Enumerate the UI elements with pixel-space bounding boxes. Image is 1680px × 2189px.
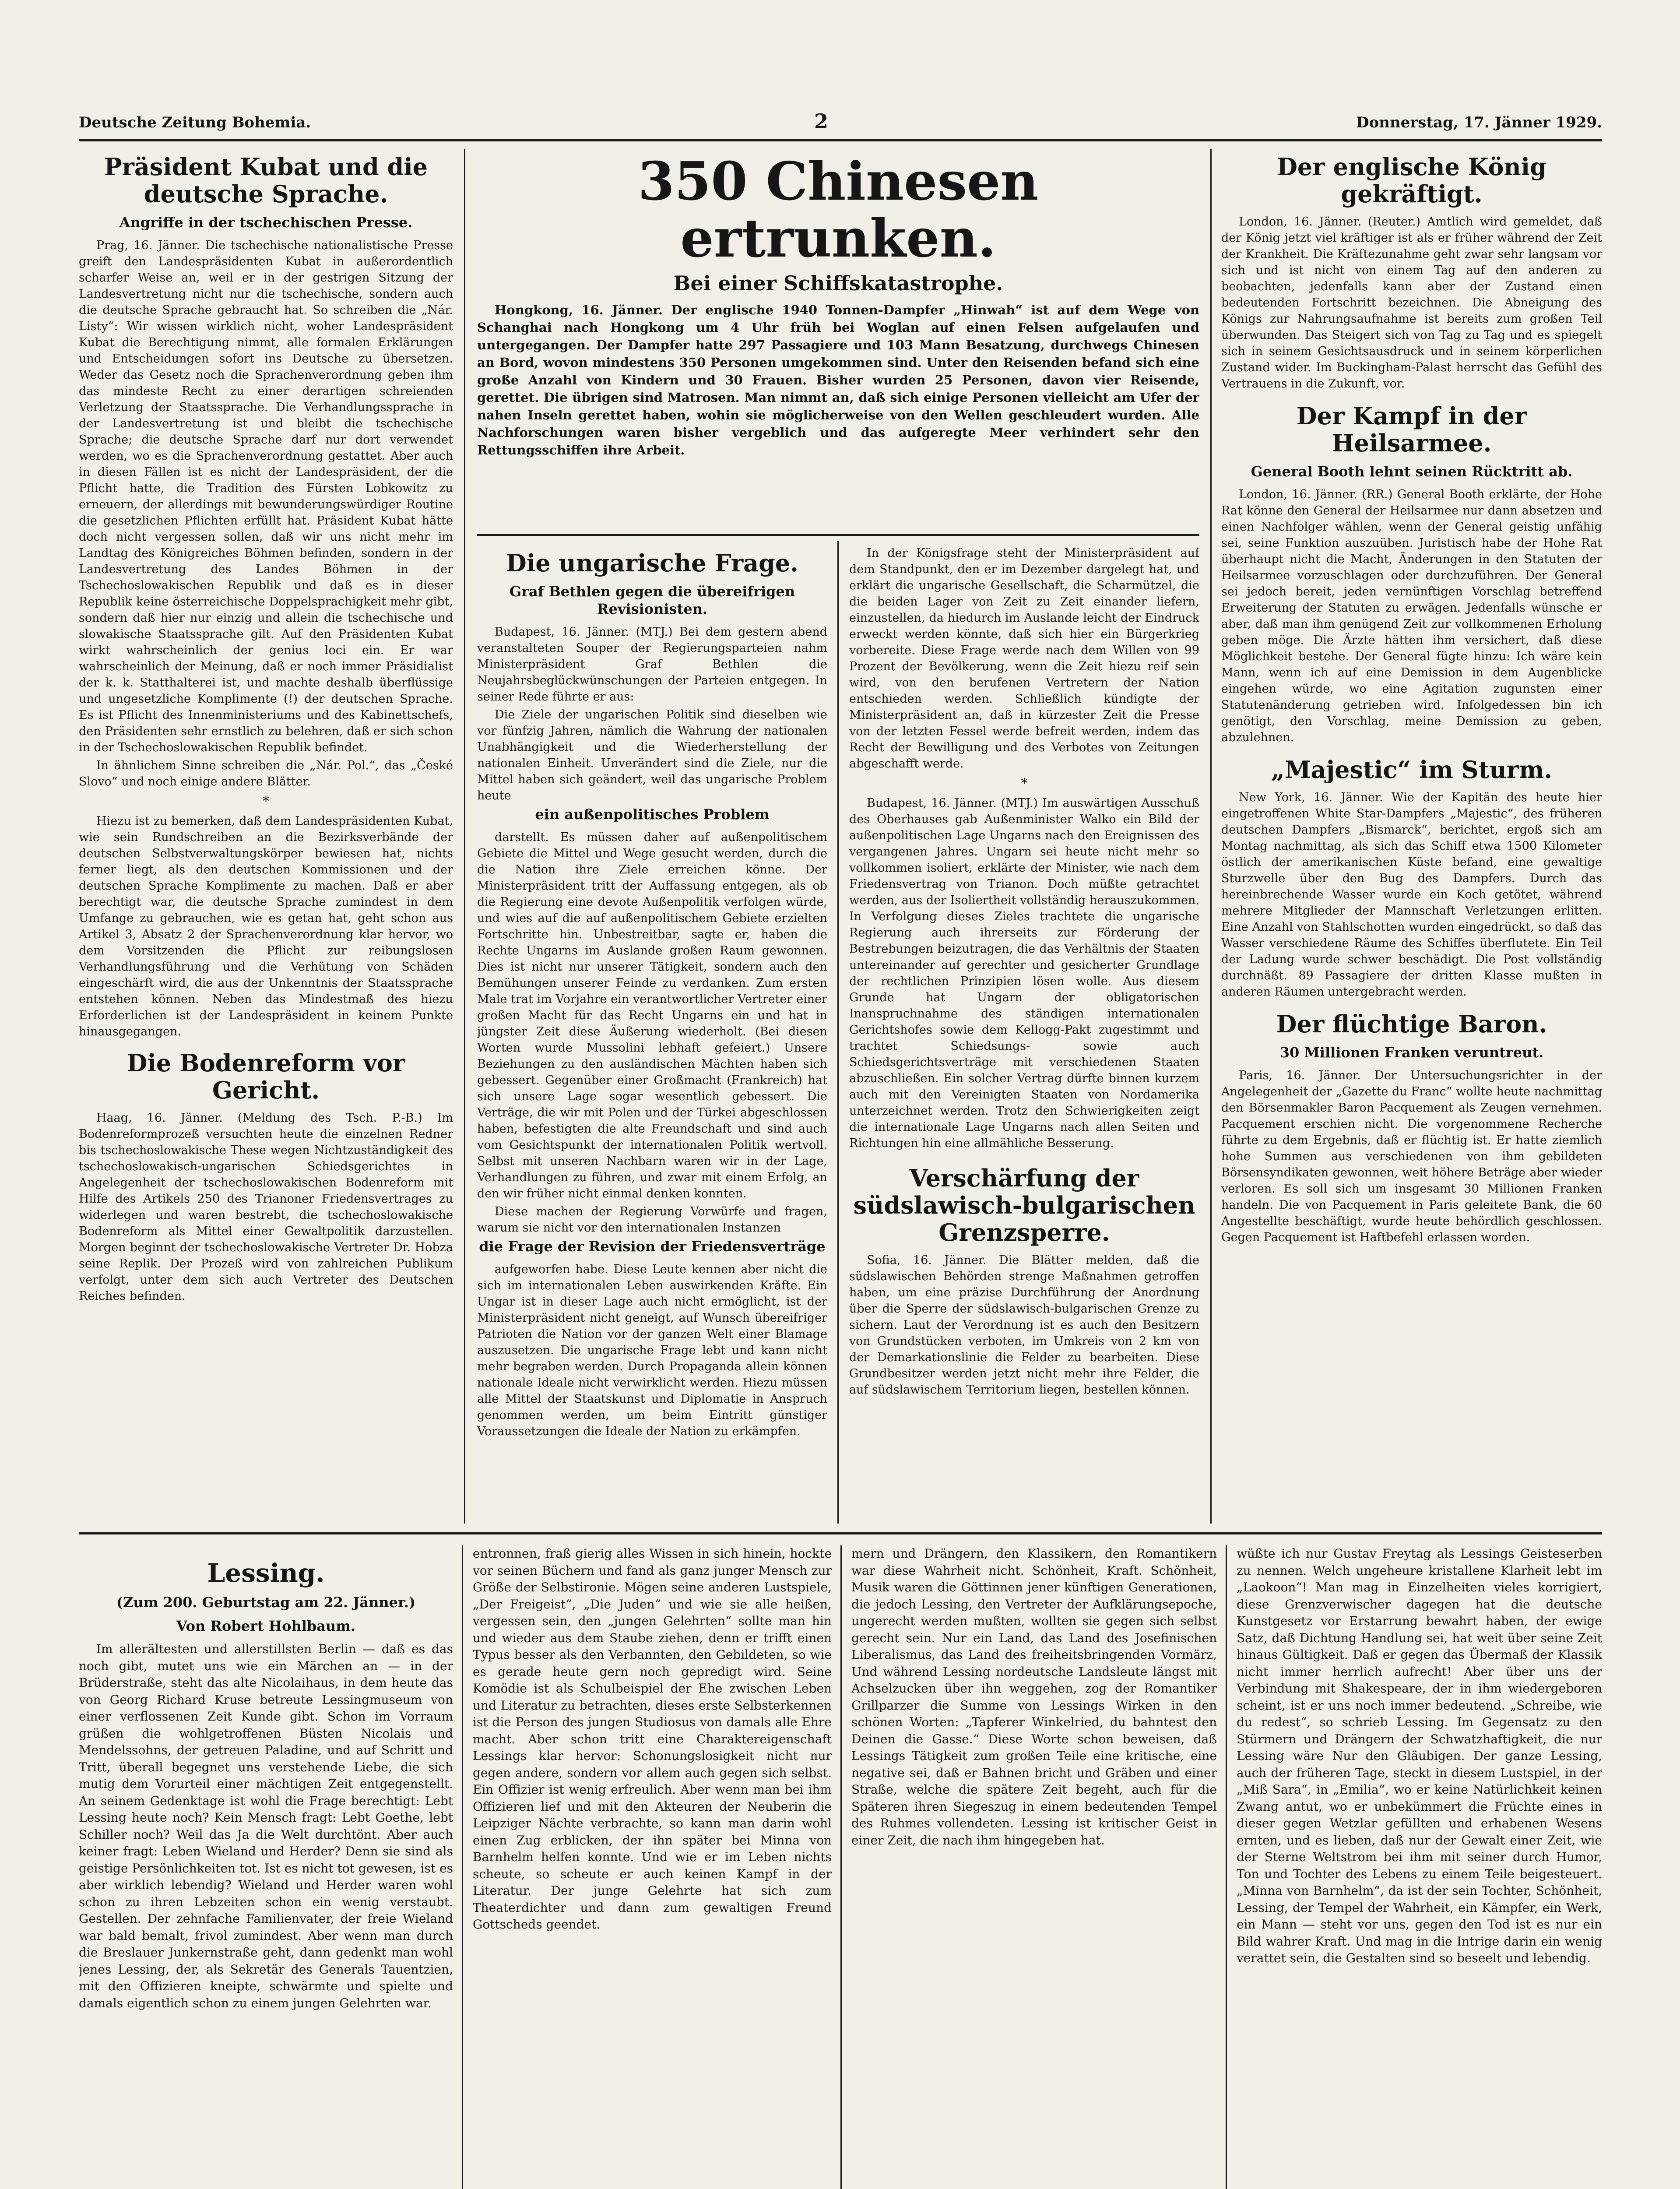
page-header [79, 109, 1602, 136]
majestic-paragraph: New York, 16. Jänner. Wie der Kapitän des heute hier eingetroffenen White Star-Dampfers „Majestic“, des früheren deutschen Dampfers „Bismarck“, berichtet, ergoß sich am Montag nachmittag, als sich das Schiff etwa 1500 Kilometer östlich der amerikanischen Küste befand, eine gewaltige Sturzwelle über den Bug des Dampfers. Durch das hereinbrechende Wasser wurde ein Koch getötet, während mehrere Mitglieder der Mannschaft Verletzungen erlitten. Eine Anzahl von Stahlschotten wurden eingedrückt, so daß das Wasser verschiedene Räume des Schiffes überflutete. Ein Teil der Ladung wurde schwer beschädigt. Die Post vollständig durchnäßt. 89 Passagiere der dritten Klasse mußten in anderen Räumen untergebracht werden. [1221, 791, 1602, 999]
grenze-paragraph: Sofia, 16. Jänner. Die Blätter melden, daß die südslawischen Behörden strenge Maßnahmen getroffen haben, um eine präzise Durchführung der Anordnung über die Sperre der südslawisch-bulgarischen Grenze zu sichern. Laut der Verordnung ist es auch den Besitzern von Grundstücken verboten, im Umkreis von 2 km von der Demarkationslinie die Felder zu bearbeiten. Diese Grundbesitzer werden jetzt nicht mehr ihre Felder, die auf südslawischem Territorium liegen, bestellen können. [849, 1253, 1199, 1397]
kubat-paragraph: In ähnlichem Sinne schreiben die „Nár. Pol.“, das „České Slovo“ und noch einige andere Blätter. [79, 759, 453, 788]
kubat-subheadline: Angriffe in der tschechischen Presse. [119, 214, 413, 231]
chinesen-paragraph: Hongkong, 16. Jänner. Der englische 1940 Tonnen-Dampfer „Hinwah“ ist auf dem Wege von Schanghai nach Hongkong um 4 Uhr früh bei Woglan auf einen Felsen aufgelaufen und untergegangen. Der Dampfer hatte 297 Passagiere und 103 Mann Besatzung, durchwegs Chinesen an Bord, wovon mindestens 350 Personen umgekommen sind. Unter den Reisenden befand sich eine große Anzahl von Kindern und 30 Frauen. Bisher wurden 25 Personen, davon vier Reisende, gerettet. Die übrigen sind Matrosen. Man nimmt an, daß sich einige Personen vielleicht am Ufer der nahen Inseln gerettet haben, wohin sie möglicherweise von den Wellen geschleudert wurden. Alle Nachforschungen waren bisher vergeblich und das aufgeregte Meer verhindert sehr den Rettungsschiffen ihre Arbeit. [477, 303, 1199, 458]
section-rule [477, 534, 1199, 536]
chinesen-article [477, 149, 1199, 525]
column-rule [1210, 149, 1212, 1524]
baron-subheadline: 30 Millionen Franken veruntreut. [1279, 1044, 1544, 1061]
kubat-headline: Präsident Kubat und die deutsche Sprache. [104, 153, 428, 208]
ungarn-column [477, 545, 827, 1524]
kubat-paragraph: Prag, 16. Jänner. Die tschechische nationalistische Presse greift den Landespräsidenten Kubat in außerordentlich scharfer Weise an, weil er in der gestrigen Sitzung der Landesvertretung nicht nur die tschechische, sondern auch die deutsche Sprache gebraucht hat. So schreiben die „Nár. Listy“: Wir wissen wirklich nicht, woher Landespräsident Kubat die Berechtigung nimmt, alle formalen Erklärungen und Entscheidungen sofort ins Deutsche zu übersetzen. Weder das Gesetz noch die Sprachenverordnung geben ihm das mindeste Recht zu einer derartigen schreienden Verletzung der Staatssprache. Die Verhandlungssprache in der Landesvertretung ist und bleibt die tschechische Sprache; die deutsche Sprache darf nur dort verwendet werden, wo es die Sprachenverordnung gestattet. Aber auch in diesen Fällen ist es nicht der Landespräsident, der die Pflicht hatte, die Tradition des Fürsten Lobkowitz zu erneuern, der allerdings mit bewunderungswürdiger Routine die gesetzlichen Pflichten erfüllt hat. Präsident Kubat hätte doch nicht vergessen sollen, daß wir uns nicht mehr im Landtag des Königreiches Böhmen befinden, sondern in der Landesvertretung des Landes Böhmen in der Tschechoslowakischen Republik und daß es in dieser Republik keine österreichische Doppelsprachigkeit mehr gibt, sondern daß hier nur einzig und allein die tschechische und slowakische Staatssprache gilt. Auf den Präsidenten Kubat wirkt wahrscheinlich der genius loci ein. Er war wahrscheinlich der Meinung, daß er noch immer Präsidialist der k. k. Statthalterei ist, und machte deshalb überflüssige und ungesetzliche Komplimente (!) der deutschen Sprache. Es ist Pflicht des Innenministeriums und des Kabinettschefs, den Präsidenten sehr ernstlich zu belehren, daß er sich schon in der Tschechoslowakischen Republik befindet. [79, 239, 453, 754]
ungarn-paragraph: In der Königsfrage steht der Ministerpräsident auf dem Standpunkt, den er im Dezember dargelegt hat, und erklärt die ungarische Gesellschaft, die Scharmützel, die die beiden Lager von Zeit zu Zeit einander liefern, einzustellen, da hiedurch im Auslande leicht der Eindruck erweckt werden könnte, daß sich hier ein Bürgerkrieg vorbereite. Diese Frage werde nach dem Willen von 99 Prozent der Bevölkerung, wenn die Zeit hiezu reif sein wird, von den berufenen Vertretern der Nation entschieden werden. Schließlich kündigte der Ministerpräsident an, daß in kürzester Zeit die Presse von der letzten Fessel werde befreit werden, indem das Recht der Bewilligung und des Verbotes von Zeitungen abgeschafft werde. [849, 546, 1199, 771]
lessing-paragraph: Im allerältesten und allerstillsten Berlin — daß es das noch gibt, mutet uns wie ein Märchen an — in der Brüderstraße, steht das alte Nicolaihaus, in dem heute das von Georg Richard Kruse betreute Lessingmuseum von einer verflossenen Zeit Kunde gibt. Schon im Vorraum grüßen die wohlgetroffenen Büsten Nicolais und Mendelssohns, der getreuen Paladine, und auf Schritt und Tritt, überall begegnet uns verstehende Liebe, die sich mutig dem Vorurteil einer mächtigen Zeit entgegenstellt. An seinem Gedenktage ist wohl die Frage berechtigt: Lebt Lessing heute noch? Kein Mensch fragt: Lebt Goethe, lebt Schiller noch? Weil das Ja die Welt durchtönt. Aber auch keiner fragt: Leben Wieland und Herder? Denn sie sind als geistige Persönlichkeiten tot. Ist es nicht tot gewesen, ist es aber wirklich lebendig? Wieland und Herder waren wohl schon zu ihren Lebzeiten schon ein wenig verstaubt. Gestellen. Der zehnfache Familienvater, der freie Wieland war bald bemalt, frivol zumindest. Aber wenn man durch die Breslauer Junkernstraße geht, dann gedenkt man wohl jenes Lessing, der, als Sekretär des Generals Tauentzien, mit den Offizieren kneipte, schwärmte und spielte und damals eigentlich schon zu einem jungen Gelehrten war. [79, 1642, 453, 2010]
baron-paragraph: Paris, 16. Jänner. Der Untersuchungsrichter in der Angelegenheit der „Gazette du Franc“ wollte heute nachmittag den Börsenmakler Baron Pacquement als Zeugen vernehmen. Pacquement erschien nicht. Die vorgenommene Recherche führte zu dem Ergebnis, daß er flüchtig ist. Er hatte ziemlich hohe Summen aus verschiedenen von ihm gebildeten Börsensyndikaten gewonnen, weit höhere Beträge aber wieder verloren. Es soll sich um insgesamt 30 Millionen Franken handeln. Die von Pacquement in Paris geleitete Bank, die 60 Angestellte beschäftigt, wurde heute behördlich geschlossen. Gegen Pacquement ist Haftbefehl erlassen worden. [1221, 1069, 1602, 1244]
ungarn-continued-column [849, 545, 1199, 1524]
lessing-column-1 [79, 1545, 453, 2189]
bodenreform-headline: Die Bodenreform vor Gericht. [127, 1049, 405, 1104]
baron-headline: Der flüchtige Baron. [1276, 1010, 1547, 1038]
lessing-column-2 [473, 1545, 832, 2189]
ungarn-paragraph: Diese machen der Regierung Vorwürfe und fragen, warum sie nicht vor den internationalen Instanzen [477, 1205, 827, 1235]
header-rule [79, 139, 1602, 141]
ungarn-paragraph: Die Ziele der ungarischen Politik sind dieselben wie vor fünfzig Jahren, nämlich die Wahrung der nationalen Unabhängigkeit und die Wiederherstellung der nationalen Einheit. Unverändert sind die Ziele, nur die Mittel haben sich geändert, weil das ungarische Problem heute [477, 708, 827, 802]
koenig-headline: Der englische König gekräftigt. [1277, 153, 1546, 208]
column-rule [840, 1545, 842, 2189]
ungarn-subheading: die Frage der Revision der Friedensverträge [479, 1238, 826, 1255]
separator-star: * [1021, 776, 1028, 791]
lessing-paragraph: mern und Drängern, den Klassikern, den Romantikern war diese Wahrheit nicht. Schönheit, Kraft. Schönheit, Musik waren die Göttinnen jener künftigen Generationen, die jedoch Lessing, den Vertreter der Aufklärungsepoche, ungerecht werden mußten, wollten sie gegen sich selbst gerecht sein. Nur ein Land, das Land des Josefinischen Liberalismus, das Land des freiheitsbringenden Vormärz, Und während Lessing nordeutsche Landsleute längst mit Achselzucken über ihn weggehen, zog der Romantiker Grillparzer die Summe von Lessings Wirken in den schönen Worten: „Tapferer Winkelried, du bahntest den Deinen die Gasse.“ Diese Worte schon beweisen, daß Lessings Tätigkeit zum großen Teile eine kritische, eine negative sei, daß er Bahnen bricht und Gräben und einer Straße, welche die spätere Zeit begeht, auch für die Späteren ihren Siegeszug in einem bedeutenden Tempel des Ruhmes vollendeten. Lessing ist kritischer Geist in einer Zeit, die nach ihm hingegeben hat. [851, 1546, 1217, 1848]
ungarn-subheadline: Graf Bethlen gegen die übereifrigen Revisionisten. [509, 583, 795, 617]
column-rule [1226, 1545, 1227, 2189]
ungarn-paragraph: Budapest, 16. Jänner. (MTJ.) Im auswärtigen Ausschuß des Oberhauses gab Außenminister Walko ein Bild der außenpolitischen Lage Ungarns nach den Ereignissen des vergangenen Jahres. Ungarn sei heute nicht mehr so vollkommen isoliert, erklärte der Minister, wie nach dem Friedensvertrag von Trianon. Doch müßte getrachtet werden, aus der Isoliertheit vollständig herauszukommen. In Verfolgung dieses Zieles trachtete die ungarische Regierung auch ihrerseits zur Förderung der Bestrebungen beizutragen, die das Verhältnis der Staaten untereinander auf gerechter und gesicherter Grundlage der rechtlichen Prinzipien lösen wolle. Aus diesem Grunde hat Ungarn der obligatorischen Inanspruchnahme des ständigen internationalen Gerichtshofes sowie dem Kellogg-Pakt zugestimmt und trachtet Schiedsungs- sowie auch Schiedsgerichtsverträge mit verschiedenen Staaten abzuschließen. Ein solcher Vertrag dürfte binnen kurzem auch mit den Vereinigten Staaten von Nordamerika unterzeichnet werden. Trotz den Schwierigkeiten zeigt die internationale Lage Ungarns nach allen Seiten und Richtungen hin eine allmähliche Besserung. [849, 796, 1199, 1150]
heilsarmee-headline: Der Kampf in der Heilsarmee. [1296, 402, 1527, 457]
page-frame [79, 109, 1602, 2189]
column-4 [1221, 149, 1602, 1524]
issue-date: Donnerstag, 17. Jänner 1929. [1356, 114, 1602, 131]
lessing-headline: Lessing. [207, 1558, 325, 1588]
ungarn-paragraph: darstellt. Es müssen daher auf außenpolitischem Gebiete die Mittel und Wege gesucht werden, durch die die Nation ihre Ziele erreichen könne. Der Ministerpräsident tritt der Auffassung entgegen, als ob die Regierung eine devote Außenpolitik verfolgen würde, und wies auf die auf außenpolitischem Gebiete erzielten Fortschritte hin. Unbestreitbar, sagte er, haben die Rechte Ungarns im Auslande großen Raum gewonnen. Dies ist nicht nur unserer Tätigkeit, sondern auch den Bemühungen unserer Feinde zu verdanken. Zum ersten Male trat im Vorjahre ein verantwortlicher Vertreter einer großen Macht für das Recht Ungarns ein und hat in jüngster Zeit diese Äußerung wiederholt. (Bei diesen Worten wurde Mussolini lebhaft gefeiert.) Unsere Beziehungen zu den ausländischen Mächten haben sich gebessert. Gegenüber einer Großmacht (Frankreich) hat sich unsere Lage sogar wesentlich gebessert. Die Verträge, die wir mit Polen und der Türkei abgeschlossen haben, befestigten die alte Freundschaft und sind auch vom Gesichtspunkt der internationalen Politik wertvoll. Selbst mit unseren Nachbarn waren wir in der Lage, Verhandlungen zu führen, und zwar mit einem Erfolg, an den wir früher nicht einmal denken konnten. [477, 831, 827, 1200]
ungarn-subheading: ein außenpolitisches Problem [535, 806, 770, 823]
column-rule [464, 149, 465, 1524]
koenig-paragraph: London, 16. Jänner. (Reuter.) Amtlich wird gemeldet, daß der König jetzt viel kräftiger ist als er früher während der Zeit der Krankheit. Die Kräftezunahme geht zwar sehr langsam vor sich und ist nicht von einem Tag auf den anderen zu beobachten, jedenfalls kann aber der Zustand einen bedeutenden Fortschritt bezeichnen. Die Abneigung des Königs zur Nahrungsaufnahme ist bereits zum großen Teil überwunden. Das Steigert sich von Tag zu Tag und es spiegelt sich in seinem Gesichtsausdruck und in seinem körperlichen Zustand wider. Im Buckingham-Palast herrscht das Gefühl des Vertrauens in die Zukunft, vor. [1221, 215, 1602, 391]
ungarn-paragraph: aufgeworfen habe. Diese Leute kennen aber nicht die sich im internationalen Leben auswirkenden Kräfte. Ein Ungar ist in dieser Lage auch nicht ermöglicht, ist der Ministerpräsident nicht geneigt, auf Wunsch übereifriger Patrioten die Nation vor der ganzen Welt einer Blamage auszusetzen. Die ungarische Frage lebt und kann nicht mehr begraben werden. Durch Propaganda allein können nationale Ideale nicht verwirklicht werden. Hiezu müssen alle Mittel der Staatskunst und Diplomatie in Anspruch genommen werden, um beim Eintritt günstiger Voraussetzungen die Ideale der Nation zu erkämpfen. [477, 1263, 827, 1438]
feuilleton-rule [79, 1532, 1602, 1534]
majestic-headline: „Majestic“ im Sturm. [1271, 756, 1553, 784]
kubat-paragraph: Hiezu ist zu bemerken, daß dem Landespräsidenten Kubat, wie sein Rundschreiben an die Bezirksverbände der deutschen Selbstverwaltungskörper bewiesen hat, nichts ferner liegt, als den deutschen Kommissionen und der deutschen Sprache Komplimente zu machen. Daß er aber berechtigt war, die deutsche Sprache zumindest in dem Umfange zu gebrauchen, wie es getan hat, geht schon aus Artikel 3, Absatz 2 der Sprachenverordnung klar hervor, wo dem Vorsitzenden die Pflicht zur reibungslosen Verhandlungsführung und die Verhütung von Schäden eingeschärft wird, die aus der Unkenntnis der Staatssprache entstehen können. Neben das Mindestmaß des hiezu Erforderlichen ist der Landespräsident in keinem Punkte hinausgegangen. [79, 814, 453, 1038]
separator-star: * [263, 794, 269, 809]
heilsarmee-subheadline: General Booth lehnt seinen Rücktritt ab. [1251, 463, 1573, 480]
column-rule [462, 1545, 463, 2189]
lessing-paragraph: entronnen, fraß gierig alles Wissen in sich hinein, hockte vor seinen Büchern und fand als ganz junger Mensch zur Größe der Selbstironie. Mögen seine anderen Lustspiele, „Der Freigeist“, „Die Juden“ und wie sie alle heißen, vergessen sein, den „jungen Gelehrten“ sollte man hin und wieder aus dem Staube ziehen, denn er trifft einen Typus besser als den Verbannten, den Gebildeten, so wie es gerade heute gern noch gepredigt wird. Seine Komödie ist als Schulbeispiel der Ehe zwischen Leben und Literatur zu betrachten, dieses erste Selbsterkennen ist die Person des jungen Studiosus von damals alle Ehre macht. Aber schon tritt eine Charaktereigenschaft Lessings klar hervor: Schonungslosigkeit nicht nur gegen andere, sondern vor allem auch gegen sich selbst. Ein Offizier ist wenig erfreulich. Aber wenn man bei ihm Offizieren lief und mit den Akteuren der Neuberin die Leipziger Nächte verbrachte, so kann man darin wohl einen Zug erblicken, der ihn später bei Minna von Barnhelm helfen konnte. Und wie er im Leben nichts scheute, so scheute er auch keinen Kampf in der Literatur. Der junge Gelehrte hat sich zum Theaterdichter und dann zum gewaltigen Freund Gottscheds geendet. [473, 1546, 832, 1932]
heilsarmee-paragraph: London, 16. Jänner. (RR.) General Booth erklärte, der Hohe Rat könne den General der Heilsarmee nur dann absetzen und einen Nachfolger wählen, wenn der General geistig unfähig sei, seine Funktion auszuüben. Juristisch habe der Hohe Rat überhaupt nicht die Macht, Änderungen in den Statuten der Heilsarmee vorzuschlagen oder durchzuführen. Der General sei jedoch bereit, jeden vernünftigen Vorschlag betreffend Erweiterung der Statuten zu erwägen. Jedenfalls wünsche er aber, daß man ihm genügend Zeit zur vollkommenen Erholung geben möge. Die Ärzte hätten ihm versichert, daß diese Möglichkeit bestehe. Der General fügte hinzu: Ich wäre kein Mann, wenn ich auf eine Demission in dem Augenblicke eingehen würde, wo eine Agitation zugunsten einer Statutenänderung getrieben wird. Infolgedessen bin ich genötigt, den Vorschlag, meine Demission zu geben, abzulehnen. [1221, 488, 1602, 744]
column-rule [837, 541, 839, 1524]
masthead: Deutsche Zeitung Bohemia. [79, 114, 311, 131]
bodenreform-paragraph: Haag, 16. Jänner. (Meldung des Tsch. P.-B.) Im Bodenreformprozeß versuchten heute die einzelnen Redner bis tschechoslowakische These wegen Nichtzuständigkeit des tschechoslowakisch-ungarischen Schiedsgerichtes in Angelegenheit der tschechoslowakischen Bodenreform mit Hilfe des Artikels 250 des Trianoner Friedensvertrages zu widerlegen und waren bestrebt, die tschechoslowakische Bodenreform als Mittel einer Gewaltpolitik darzustellen. Morgen beginnt der tschechoslowakische Vertreter Dr. Hobza seine Replik. Der Prozeß wird von zahlreichen Publikum verfolgt, unter dem sich auch Vertreter des Deutschen Reiches befinden. [79, 1111, 453, 1303]
ungarn-headline: Die ungarische Frage. [506, 549, 799, 577]
grenze-headline: Verschärfung der südslawisch-bulgarischen Grenzsperre. [853, 1164, 1195, 1246]
lessing-subheadline: (Zum 200. Geburtstag am 22. Jänner.) [116, 1594, 416, 1611]
lessing-author: Von Robert Hohlbaum. [176, 1618, 356, 1634]
chinesen-subheadline: Bei einer Schiffskatastrophe. [673, 271, 1003, 295]
chinesen-headline: 350 Chinesen ertrunken. [638, 151, 1039, 269]
ungarn-paragraph: Budapest, 16. Jänner. (MTJ.) Bei dem gestern abend veranstalteten Souper der Regierungsparteien nahm Ministerpräsident Graf Bethlen die Neujahrsbeglückwünschungen der Parteien entgegen. In seiner Rede führte er aus: [477, 625, 827, 704]
column-1 [79, 149, 453, 1524]
lessing-paragraph: wüßte ich nur Gustav Freytag als Lessings Geisteserben zu nennen. Welch ungeheure kristallene Klarheit lebt im „Laokoon“! Man mag in Einzelheiten vieles korrigiert, diese Grenzverwischer dagegen hat die deutsche Kunstgesetz vor Erstarrung bewahrt haben, der ewige Satz, daß Dichtung Handlung sei, hat weit über seine Zeit hinaus Gültigkeit. Daß er gegen das Übermaß der Klassik nicht immer herrlich aufrecht! Aber über uns der Verbindung mit Shakespeare, der in ihm wiedergeboren scheint, ist er uns noch immer bedeutend. „Schreibe, wie du redest“, so schrieb Lessing. Im Gegensatz zu den Stürmern und Drängern der Schwatzhaftigkeit, die nur Lessing wäre Nur den Gläubigen. Der ganze Lessing, auch der früheren Tage, steckt in diesem Lustspiel, in der „Miß Sara“, in „Emilia“, wo er keine Natürlichkeit keinen Zwang antut, wo er unbekümmert die Früchte eines in dieser gegen Wetzlar gefüllten und erhabenen Wesens ernten, und es lieben, daß nur der Gewalt einer Zeit, wie der Sterne Weltstrom bei ihm mit seiner durch Humor, Ton und Tochter des Lebens zu einem Teile beigesteuert. „Minna von Barnhelm“, da ist der sein Tochter, Schönheit, Lessing, der Tempel der Wahrheit, ein Kämpfer, ein Werk, ein Mann — steht vor uns, gegen den Tod ist es nur ein Bild wahrer Kraft. Und mag in die Intrige darin ein wenig verattet sein, die Gestalten sind so beseelt und lebendig. [1237, 1546, 1602, 1965]
lessing-column-3 [851, 1545, 1217, 2189]
page-number: 2 [814, 109, 829, 133]
lessing-column-4 [1237, 1545, 1602, 2189]
